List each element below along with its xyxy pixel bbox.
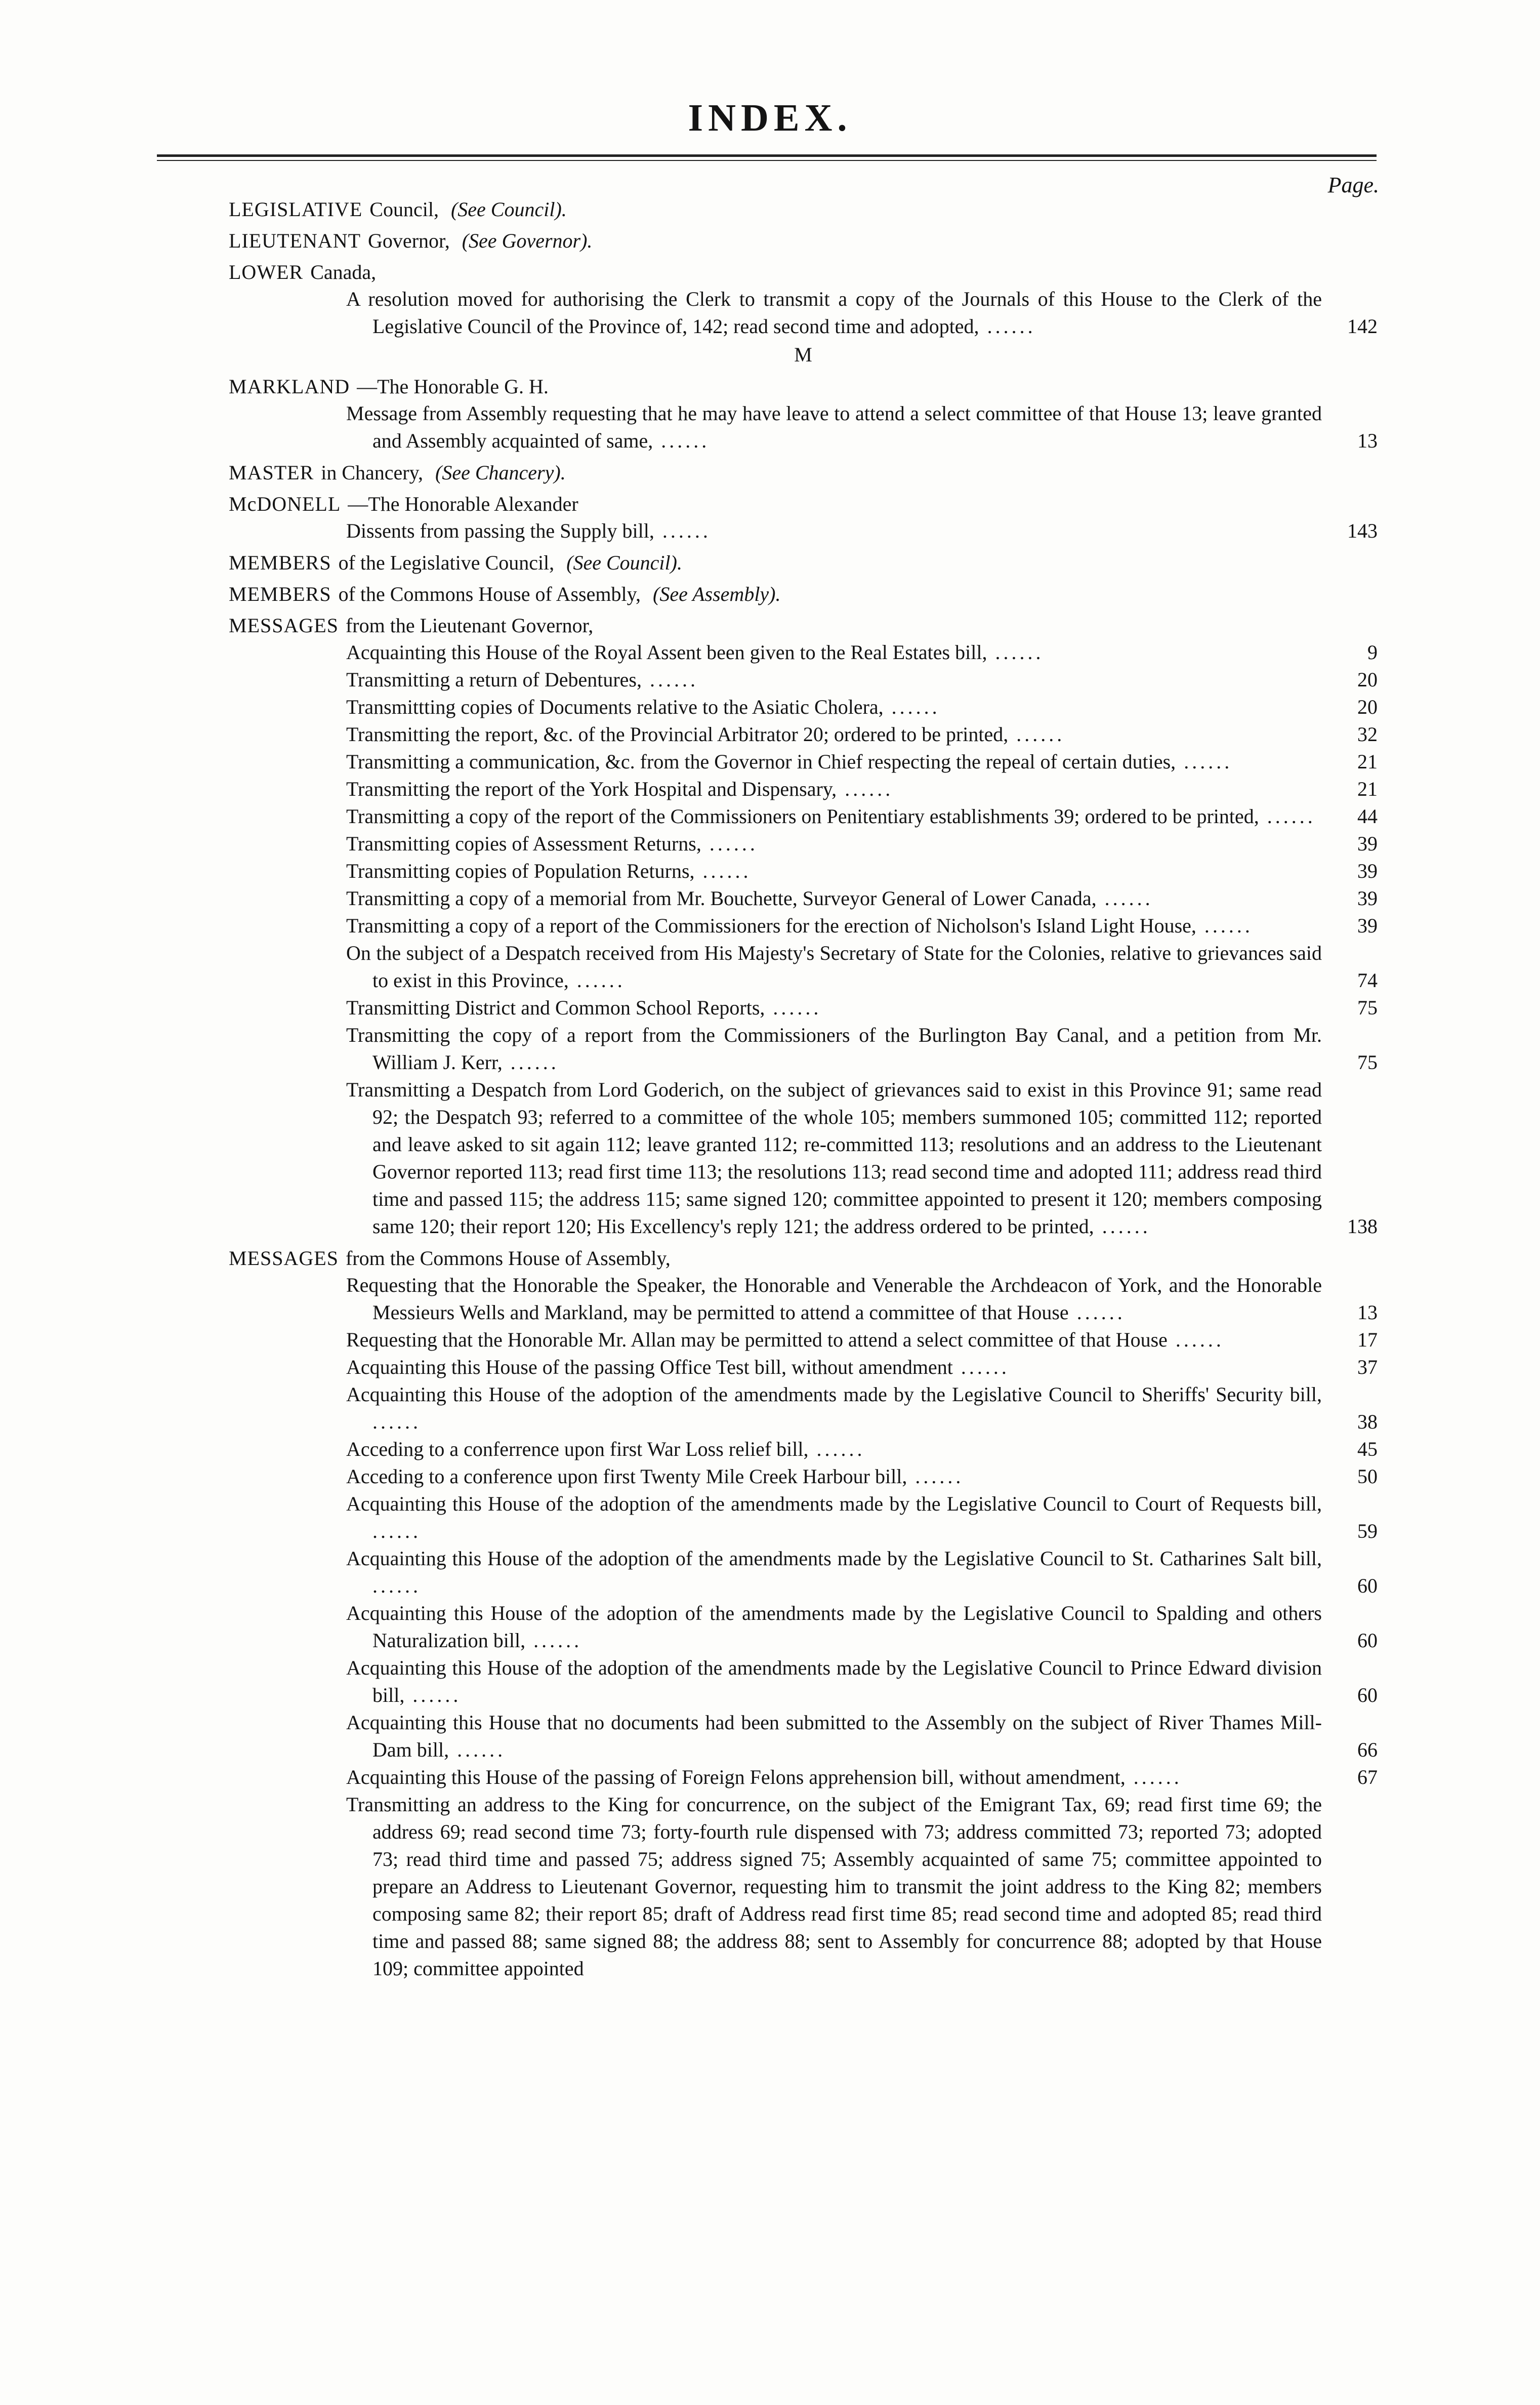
page-number: 13 [1357,1301,1378,1324]
index-entry [229,581,1378,607]
dot-leader: ...... [525,1629,582,1652]
index-subentry [346,639,1378,666]
index-subentry [346,1354,1378,1381]
index-subentry [346,1022,1378,1076]
page-column-label: Page. [1327,173,1379,197]
entry-term: McDONELL [229,493,341,515]
page-number: 67 [1357,1766,1378,1788]
dot-leader: ...... [701,832,758,855]
index-subentry [346,666,1378,694]
index-subentry [346,400,1378,455]
index-subentry [346,1272,1378,1326]
index-subentry [346,1381,1378,1436]
page-number: 59 [1357,1520,1378,1542]
dot-leader: ...... [952,1356,1010,1378]
index-subentry [346,776,1378,803]
entry-term: MASTER [229,461,314,484]
entry-description: from the Commons House of Assembly, [345,1247,671,1270]
dot-leader: ...... [372,1574,421,1597]
index-subentry [346,694,1378,721]
page-number: 60 [1357,1684,1378,1706]
entry-description: Governor, [368,229,450,252]
entry-cross-reference: (See Governor). [456,229,593,252]
subentry-text: Transmitting a Despatch from Lord Goderich, on the subject of grievances said to exist in this Province 91; same read 92; the Despatch 93; referred to a committee of the whole 105; members summoned 105; committed 112; reported and leave asked to sit again 112; leave granted 112; re-committed 113; resolutions and an address to the Lieutenant Governor reported 113; read first time 113; the resolutions 113; read second time and adopted 111; address read third time and passed 115; the address 115; same signed 120; committee appointed to present it 120; members composing same 120; their report 120; His Excellency's reply 121; the address ordered to be printed, [346,1078,1322,1238]
entry-term: LIEUTENANT [229,229,361,252]
subentry-text: Acquainting this House that no documents had been submitted to the Assembly on the subject of River Thames Mill-Dam bill, [346,1711,1322,1761]
subentry-text: Acquainting this House of the adoption of the amendments made by the Legislative Council to Spalding and others Naturalization bill, [346,1602,1322,1652]
index-subentry [346,940,1378,994]
index-entry [229,228,1378,254]
page-number: 75 [1357,996,1378,1019]
index-subentry [346,830,1378,858]
page-number: 143 [1347,519,1378,542]
subentry-text: Transmitting a copy of the report of the Commissioners on Penitentiary establishments 39; ordered to be printed, [346,805,1259,828]
subentry-text: Transmitting District and Common School Reports, [346,996,765,1019]
entry-term: MESSAGES [229,614,339,637]
index-subentry [346,1076,1378,1240]
page-number: 21 [1357,778,1378,800]
dot-leader: ...... [1196,914,1253,937]
dot-leader: ...... [641,668,698,691]
index-subentry [346,1463,1378,1490]
entry-description: from the Lieutenant Governor, [345,614,594,637]
dot-leader: ...... [1068,1301,1126,1324]
page-number: 39 [1357,832,1378,855]
subentry-text: Acquainting this House of the Royal Assent been given to the Real Estates bill, [346,641,987,664]
index-entry [229,550,1378,576]
dot-leader: ...... [654,519,711,542]
page-number: 66 [1357,1738,1378,1761]
dot-leader: ...... [1008,723,1065,746]
page-number: 74 [1357,969,1378,992]
page-number: 32 [1357,723,1378,746]
page-number: 13 [1357,429,1378,452]
index-entry [229,196,1378,223]
subentry-text: Transmitting the report of the York Hospital and Dispensary, [346,778,837,800]
index-subentry [346,1654,1378,1709]
dot-leader: ...... [765,996,822,1019]
page-number: 39 [1357,887,1378,910]
page-number: 37 [1357,1356,1378,1378]
subentry-text: Requesting that the Honorable the Speaker, the Honorable and Venerable the Archdeacon of York, and the Honorable Messieurs Wells and Markland, may be permitted to attend a committee of that House [346,1274,1322,1324]
subentry-text: A resolution moved for authorising the Clerk to transmit a copy of the Journals of this House to the Clerk of the Legislative Council of the Province of, 142; read second time and adopted, [346,288,1322,338]
subentry-text: Transmitting the report, &c. of the Provincial Arbitrator 20; ordered to be printed, [346,723,1009,746]
page-number: 44 [1357,805,1378,828]
subentry-text: Acceding to a conference upon first Twenty Mile Creek Harbour bill, [346,1465,907,1488]
subentry-text: Transmitting a copy of a memorial from Mr. Bouchette, Surveyor General of Lower Canada, [346,887,1097,910]
subentry-text: Acquainting this House of the adoption of the amendments made by the Legislative Council to St. Catharines Salt bill, [346,1547,1322,1570]
page-number: 60 [1357,1629,1378,1652]
page-number: 39 [1357,860,1378,882]
subentry-text: Acquainting this House of the adoption of the amendments made by the Legislative Council to Court of Requests bill, [346,1492,1322,1515]
page-number: 50 [1357,1465,1378,1488]
dot-leader: ...... [1176,750,1233,773]
subentry-text: Transmitting copies of Assessment Returns, [346,832,701,855]
subentry-text: Transmitting a communication, &c. from the Governor in Chief respecting the repeal of certain duties, [346,750,1176,773]
index-list [229,191,1378,1982]
entry-cross-reference: (See Council). [445,198,567,221]
entry-cross-reference: (See Assembly). [648,583,781,605]
entry-description: of the Legislative Council, [338,551,555,574]
subentry-text: Message from Assembly requesting that he may have leave to attend a select committee of that House 13; leave granted and Assembly acquainted of same, [346,402,1322,452]
dot-leader: ...... [979,315,1036,338]
index-subentry [346,517,1378,545]
page-number: 39 [1357,914,1378,937]
subentry-text: Requesting that the Honorable Mr. Allan may be permitted to attend a select committee of that House [346,1328,1168,1351]
subentry-text: Acquainting this House of the adoption of the amendments made by the Legislative Council to Prince Edward division bill, [346,1656,1322,1706]
dot-leader: ...... [1096,887,1153,910]
index-subentry [346,803,1378,830]
page-number: 21 [1357,750,1378,773]
entry-term: MESSAGES [229,1247,339,1270]
index-subentry [346,286,1378,340]
entry-description: —The Honorable Alexander [348,493,578,515]
dot-leader: ...... [372,1410,421,1433]
dot-leader: ...... [449,1738,506,1761]
entry-term: MEMBERS [229,551,331,574]
subentry-text: Transmitting the copy of a report from the Commissioners of the Burlington Bay Canal, and a petition from Mr. William J. Kerr, [346,1024,1322,1074]
page-number: 45 [1357,1438,1378,1460]
subentry-text: Acquainting this House of the passing of Foreign Felons apprehension bill, without amendment, [346,1766,1126,1788]
dot-leader: ...... [808,1438,865,1460]
index-entry [229,1245,1378,1272]
header-rule-thick [157,154,1377,157]
dot-leader: ...... [1167,1328,1224,1351]
entry-description: Canada, [310,261,377,283]
entry-description: in Chancery, [321,461,424,484]
subentry-text: On the subject of a Despatch received from His Majesty's Secretary of State for the Colonies, relative to grievances said to exist in this Province, [346,942,1322,992]
subentry-text: Acquainting this House of the passing Office Test bill, without amendment [346,1356,953,1378]
subentry-text: Acquainting this House of the adoption of the amendments made by the Legislative Council to Sheriffs' Security bill, [346,1383,1322,1406]
index-subentry [346,994,1378,1022]
index-entry [229,491,1378,517]
index-entry [229,613,1378,639]
page-number: 138 [1347,1215,1378,1238]
index-subentry [346,1764,1378,1791]
entry-term: LEGISLATIVE [229,198,363,221]
dot-leader: ...... [1259,805,1316,828]
entry-term: MEMBERS [229,583,331,605]
page-number: 20 [1357,668,1378,691]
page-number: 38 [1357,1410,1378,1433]
index-subentry [346,1709,1378,1764]
dot-leader: ...... [907,1465,964,1488]
subentry-text: Acceding to a conferrence upon first War Loss relief bill, [346,1438,809,1460]
dot-leader: ...... [404,1684,462,1706]
subentry-text: Dissents from passing the Supply bill, [346,519,654,542]
header-rule-thin [157,160,1377,161]
dot-leader: ...... [1125,1766,1182,1788]
index-entry [229,259,1378,286]
index-subentry [346,1545,1378,1600]
page-title: INDEX. [688,97,852,139]
page-number: 75 [1357,1051,1378,1074]
subentry-text: Transmitting copies of Population Returns, [346,860,695,882]
dot-leader: ...... [694,860,752,882]
index-subentry [346,1600,1378,1654]
page-number: 60 [1357,1574,1378,1597]
index-subentry [346,858,1378,885]
entry-description: Council, [369,198,439,221]
entry-term: MARKLAND [229,375,350,398]
dot-leader: ...... [1094,1215,1151,1238]
dot-leader: ...... [653,429,710,452]
page-number: 9 [1367,641,1378,664]
index-entry [229,460,1378,486]
index-subentry [346,1791,1378,1982]
page-number: 142 [1347,315,1378,338]
subentry-text: Transmitting a return of Debentures, [346,668,642,691]
dot-leader: ...... [987,641,1044,664]
index-entry [229,374,1378,400]
entry-description: —The Honorable G. H. [357,375,549,398]
dot-leader: ...... [372,1520,421,1542]
dot-leader: ...... [568,969,626,992]
entry-term: LOWER [229,261,304,283]
index-subentry [346,721,1378,748]
entry-cross-reference: (See Chancery). [430,461,566,484]
index-subentry [346,1326,1378,1354]
entry-cross-reference: (See Council). [561,551,682,574]
dot-leader: ...... [837,778,894,800]
page-number: 20 [1357,696,1378,718]
index-subentry [346,912,1378,940]
entry-description: of the Commons House of Assembly, [338,583,641,605]
subentry-text: Transmitting an address to the King for concurrence, on the subject of the Emigrant Tax, 69; read first time 69; the address 69; read second time 73; forty-fourth rule dispensed with 73; address committed 73; reported 73; adopted 73; read third time and passed 75; address signed 75; Assembly acquainted of same 75; committee appointed to prepare an Address to Lieutenant Governor, requesting him to transmit the joint address to the King 82; members composing same 82; their report 85; draft of Address read first time 85; read second time and adopted 85; read third time and passed 88; same signed 88; the address 88; sent to Assembly for concurrence 88; adopted by that House 109; committee appointed [346,1793,1322,1980]
index-subentry [346,1490,1378,1545]
dot-leader: ...... [502,1051,559,1074]
section-letter: M [794,343,812,366]
page-number: 17 [1357,1328,1378,1351]
dot-leader: ...... [883,696,940,718]
subentry-text: Transmitting a copy of a report of the Commissioners for the erection of Nicholson's Island Light House, [346,914,1196,937]
subentry-text: Transmittting copies of Documents relative to the Asiatic Cholera, [346,696,884,718]
index-subentry [346,1436,1378,1463]
index-subentry [346,885,1378,912]
index-subentry [346,748,1378,776]
